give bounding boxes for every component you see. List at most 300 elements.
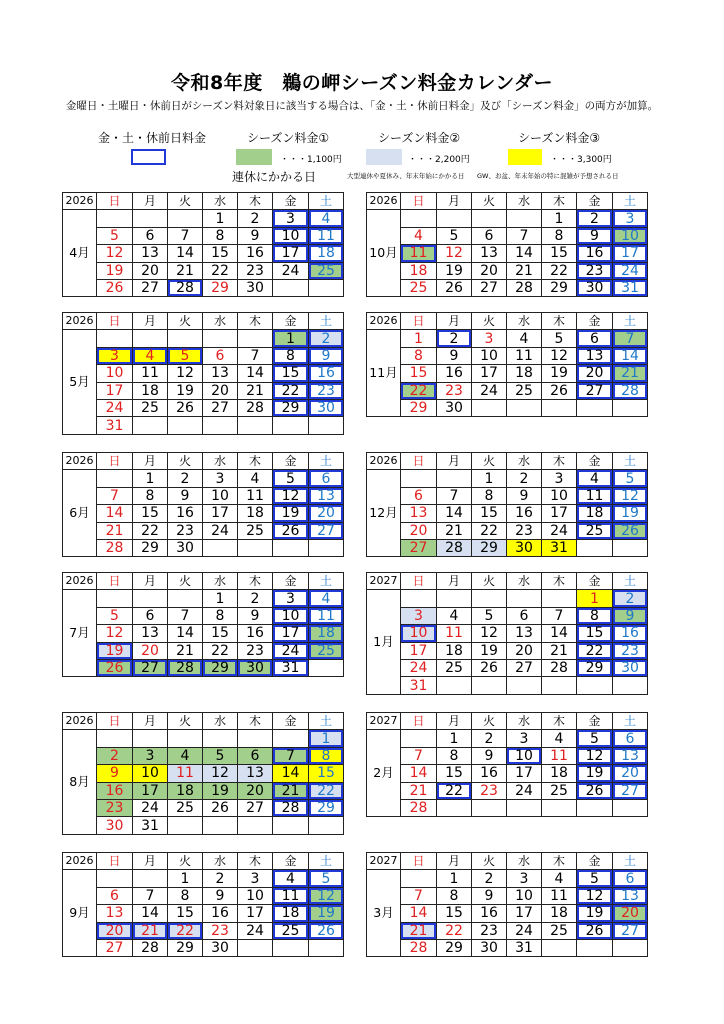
day-cell: 16 [507,505,542,522]
day-cell: 24 [507,782,542,799]
day-cell: 8 [203,607,238,624]
weekday-header: 金 [577,453,613,470]
weekday-header: 日 [97,313,133,330]
day-cell: 9 [507,487,542,504]
day-cell: 1 [203,590,238,607]
day-cell: 24 [238,922,273,939]
empty-cell [437,799,472,816]
empty-cell [133,870,168,887]
day-cell: 6 [401,487,437,504]
year-label: 2026 [63,713,97,730]
day-cell: 21 [273,782,309,799]
empty-cell [309,539,344,556]
day-cell: 17 [542,505,577,522]
day-cell: 3 [273,210,309,227]
day-cell: 21 [401,922,437,939]
weekday-header: 土 [309,313,344,330]
day-cell: 7 [401,887,437,904]
legend-swatch-season2 [366,149,402,165]
day-cell: 27 [97,939,133,956]
weekday-header: 金 [273,713,309,730]
day-cell: 16 [472,905,507,922]
day-cell: 25 [309,262,344,279]
day-cell: 16 [613,625,648,642]
day-cell: 17 [133,782,168,799]
day-cell: 7 [507,227,542,244]
day-cell: 21 [238,382,273,399]
empty-cell [542,799,577,816]
day-cell: 17 [472,365,507,382]
weekday-header: 土 [613,193,648,210]
weekday-header: 木 [238,853,273,870]
day-cell: 9 [472,887,507,904]
day-cell: 3 [613,210,648,227]
day-cell: 13 [133,625,168,642]
day-cell: 20 [577,365,613,382]
day-cell: 27 [577,382,613,399]
day-cell: 30 [472,939,507,956]
empty-cell [203,539,238,556]
day-cell: 15 [203,245,238,262]
day-cell: 20 [203,382,238,399]
day-cell: 1 [542,210,577,227]
empty-cell [401,730,437,747]
weekday-header: 土 [309,853,344,870]
day-cell: 14 [168,245,203,262]
day-cell: 10 [273,607,309,624]
day-cell: 5 [542,330,577,347]
day-cell: 9 [203,887,238,904]
day-cell: 25 [542,922,577,939]
day-cell: 13 [238,765,273,782]
day-cell: 7 [542,607,577,624]
day-cell: 23 [507,522,542,539]
day-cell: 15 [401,365,437,382]
day-cell: 18 [309,245,344,262]
month-label: 9月 [63,870,97,957]
day-cell: 11 [542,887,577,904]
day-cell: 29 [542,279,577,296]
day-cell: 1 [203,210,238,227]
day-cell: 12 [273,487,309,504]
day-cell: 4 [401,227,437,244]
day-cell: 1 [133,470,168,487]
day-cell: 30 [168,539,203,556]
day-cell: 5 [168,347,203,364]
day-cell: 8 [542,227,577,244]
month-calendar [62,452,344,557]
day-cell: 1 [273,330,309,347]
day-cell: 13 [97,905,133,922]
day-cell: 16 [472,765,507,782]
day-cell: 8 [273,347,309,364]
day-cell: 23 [203,922,238,939]
weekday-header: 火 [472,453,507,470]
day-cell: 1 [401,330,437,347]
day-cell: 20 [238,782,273,799]
day-cell: 29 [133,539,168,556]
day-cell: 18 [577,505,613,522]
day-cell: 5 [309,870,344,887]
month-calendar [62,852,344,957]
day-cell: 24 [542,522,577,539]
day-cell: 18 [238,505,273,522]
empty-cell [542,399,577,416]
legend-swatch-weekend [131,149,166,165]
weekday-header: 水 [507,853,542,870]
day-cell: 14 [273,765,309,782]
day-cell: 18 [437,642,472,659]
empty-cell [577,677,613,694]
day-cell: 10 [507,747,542,764]
weekday-header: 金 [577,573,613,590]
day-cell: 5 [97,227,133,244]
day-cell: 31 [542,539,577,556]
day-cell: 29 [309,799,344,816]
day-cell: 11 [401,245,437,262]
legend-label-season1: シーズン料金① [247,131,330,145]
day-cell: 3 [203,470,238,487]
day-cell: 4 [542,870,577,887]
day-cell: 15 [437,905,472,922]
day-cell: 9 [168,487,203,504]
day-cell: 6 [238,747,273,764]
day-cell: 10 [273,227,309,244]
day-cell: 20 [613,905,648,922]
day-cell: 27 [203,399,238,416]
day-cell: 31 [401,677,437,694]
weekday-header: 土 [613,853,648,870]
day-cell: 3 [273,590,309,607]
month-label: 8月 [63,730,97,834]
empty-cell [507,799,542,816]
day-cell: 18 [542,765,577,782]
day-cell: 6 [507,607,542,624]
weekday-header: 金 [273,313,309,330]
day-cell: 4 [168,747,203,764]
day-cell: 16 [168,505,203,522]
month-calendar [366,852,648,957]
day-cell: 13 [401,505,437,522]
day-cell: 14 [613,347,648,364]
day-cell: 30 [238,659,273,676]
day-cell: 19 [168,382,203,399]
day-cell: 23 [238,642,273,659]
empty-cell [168,590,203,607]
day-cell: 18 [542,905,577,922]
day-cell: 25 [168,799,203,816]
day-cell: 29 [472,539,507,556]
day-cell: 8 [401,347,437,364]
day-cell: 5 [437,227,472,244]
weekday-header: 土 [309,193,344,210]
day-cell: 28 [273,799,309,816]
weekday-header: 金 [577,193,613,210]
day-cell: 24 [613,262,648,279]
day-cell: 14 [401,905,437,922]
empty-cell [507,590,542,607]
day-cell: 18 [507,365,542,382]
day-cell: 2 [238,590,273,607]
year-label: 2026 [63,193,97,210]
day-cell: 9 [472,747,507,764]
day-cell: 17 [401,642,437,659]
weekday-header: 火 [168,853,203,870]
day-cell: 13 [613,747,648,764]
empty-cell [309,279,344,296]
empty-cell [437,590,472,607]
day-cell: 27 [133,659,168,676]
day-cell: 10 [507,887,542,904]
weekday-header: 火 [168,193,203,210]
day-cell: 23 [97,799,133,816]
day-cell: 3 [133,747,168,764]
day-cell: 3 [238,870,273,887]
day-cell: 3 [401,607,437,624]
day-cell: 10 [613,227,648,244]
day-cell: 12 [437,245,472,262]
empty-cell [309,659,344,676]
weekday-header: 木 [542,453,577,470]
weekday-header: 月 [437,573,472,590]
day-cell: 2 [613,590,648,607]
page-subtitle: 金曜日・土曜日・休前日がシーズン料対象日に該当する場合は、「金・土・休前日料金」及び「シーズン料金」の両方が加算。 [65,100,659,112]
weekday-header: 木 [542,713,577,730]
day-cell: 10 [472,347,507,364]
day-cell: 28 [613,382,648,399]
day-cell: 17 [238,905,273,922]
empty-cell [97,210,133,227]
day-cell: 2 [168,470,203,487]
day-cell: 24 [273,642,309,659]
day-cell: 4 [437,607,472,624]
weekday-header: 月 [437,453,472,470]
day-cell: 21 [437,522,472,539]
day-cell: 30 [203,939,238,956]
empty-cell [613,939,648,956]
legend-note-season1: 大型連休や夏休み、年末年始にかかる日 [347,172,465,180]
day-cell: 16 [238,245,273,262]
day-cell: 10 [238,887,273,904]
empty-cell [472,210,507,227]
day-cell: 27 [133,279,168,296]
weekday-header: 日 [97,193,133,210]
day-cell: 8 [577,607,613,624]
day-cell: 25 [542,782,577,799]
day-cell: 25 [577,522,613,539]
empty-cell [168,417,203,434]
day-cell: 26 [97,659,133,676]
weekday-header: 土 [309,453,344,470]
day-cell: 7 [437,487,472,504]
empty-cell [309,939,344,956]
weekday-header: 水 [203,453,238,470]
day-cell: 29 [273,399,309,416]
day-cell: 17 [507,905,542,922]
day-cell: 19 [542,365,577,382]
empty-cell [97,730,133,747]
empty-cell [273,939,309,956]
weekday-header: 金 [273,193,309,210]
day-cell: 27 [507,659,542,676]
day-cell: 22 [168,922,203,939]
day-cell: 26 [97,279,133,296]
day-cell: 30 [437,399,472,416]
day-cell: 28 [401,799,437,816]
weekday-header: 火 [472,713,507,730]
day-cell: 14 [507,245,542,262]
day-cell: 2 [472,730,507,747]
day-cell: 2 [577,210,613,227]
day-cell: 19 [437,262,472,279]
day-cell: 13 [472,245,507,262]
day-cell: 6 [472,227,507,244]
day-cell: 12 [203,765,238,782]
weekday-header: 木 [542,313,577,330]
day-cell: 21 [133,922,168,939]
day-cell: 31 [97,417,133,434]
empty-cell [133,210,168,227]
day-cell: 10 [401,625,437,642]
weekday-header: 土 [613,713,648,730]
day-cell: 16 [437,365,472,382]
day-cell: 22 [203,262,238,279]
weekday-header: 火 [472,853,507,870]
month-calendar [366,312,648,417]
day-cell: 11 [577,487,613,504]
weekday-header: 金 [273,453,309,470]
weekday-header: 日 [97,853,133,870]
day-cell: 30 [507,539,542,556]
day-cell: 24 [507,922,542,939]
day-cell: 11 [273,887,309,904]
day-cell: 4 [577,470,613,487]
empty-cell [401,870,437,887]
empty-cell [542,677,577,694]
weekday-header: 木 [238,313,273,330]
empty-cell [507,677,542,694]
day-cell: 5 [577,870,613,887]
weekday-header: 水 [203,713,238,730]
weekday-header: 水 [507,713,542,730]
empty-cell [133,417,168,434]
weekday-header: 日 [401,853,437,870]
day-cell: 4 [309,210,344,227]
empty-cell [238,730,273,747]
day-cell: 4 [273,870,309,887]
day-cell: 20 [133,262,168,279]
weekday-header: 木 [542,193,577,210]
year-label: 2026 [367,193,401,210]
day-cell: 11 [437,625,472,642]
day-cell: 11 [309,607,344,624]
day-cell: 20 [309,505,344,522]
legend-note-season2: GW、お盆、年末年始の特に混雑が予想される日 [477,172,619,180]
empty-cell [238,817,273,834]
day-cell: 19 [613,505,648,522]
weekday-header: 水 [507,453,542,470]
day-cell: 12 [97,625,133,642]
day-cell: 31 [507,939,542,956]
empty-cell [577,939,613,956]
weekday-header: 火 [168,713,203,730]
weekday-header: 火 [168,573,203,590]
legend-label-weekend: 金・土・休前日料金 [98,131,207,145]
empty-cell [472,799,507,816]
day-cell: 21 [401,782,437,799]
day-cell: 18 [309,625,344,642]
day-cell: 7 [133,887,168,904]
day-cell: 6 [309,470,344,487]
day-cell: 14 [168,625,203,642]
day-cell: 9 [437,347,472,364]
day-cell: 10 [203,487,238,504]
day-cell: 11 [309,227,344,244]
empty-cell [203,417,238,434]
empty-cell [437,470,472,487]
day-cell: 13 [133,245,168,262]
empty-cell [273,730,309,747]
day-cell: 24 [97,399,133,416]
weekday-header: 木 [238,193,273,210]
weekday-header: 水 [203,313,238,330]
day-cell: 15 [203,625,238,642]
weekday-header: 火 [168,453,203,470]
day-cell: 27 [401,539,437,556]
day-cell: 22 [577,642,613,659]
weekday-header: 木 [238,453,273,470]
day-cell: 13 [203,365,238,382]
day-cell: 15 [309,765,344,782]
legend-swatch-season1 [236,149,272,165]
day-cell: 19 [273,505,309,522]
day-cell: 11 [133,365,168,382]
day-cell: 15 [437,765,472,782]
day-cell: 3 [472,330,507,347]
day-cell: 9 [238,607,273,624]
year-label: 2026 [367,313,401,330]
day-cell: 29 [401,399,437,416]
month-label: 6月 [63,470,97,557]
day-cell: 8 [168,887,203,904]
weekday-header: 日 [97,713,133,730]
empty-cell [238,539,273,556]
month-label: 5月 [63,330,97,434]
day-cell: 3 [542,470,577,487]
day-cell: 24 [273,262,309,279]
legend-label-season3: シーズン料金③ [518,131,601,145]
year-label: 2027 [367,713,401,730]
day-cell: 1 [168,870,203,887]
day-cell: 18 [168,782,203,799]
day-cell: 15 [273,365,309,382]
day-cell: 22 [472,522,507,539]
day-cell: 13 [577,347,613,364]
empty-cell [613,399,648,416]
month-calendar [366,192,648,297]
month-calendar [62,572,344,677]
day-cell: 12 [309,887,344,904]
day-cell: 5 [273,470,309,487]
day-cell: 16 [238,625,273,642]
empty-cell [472,677,507,694]
day-cell: 28 [507,279,542,296]
empty-cell [577,399,613,416]
year-label: 2026 [63,313,97,330]
weekday-header: 月 [437,713,472,730]
empty-cell [273,417,309,434]
weekday-header: 土 [613,573,648,590]
